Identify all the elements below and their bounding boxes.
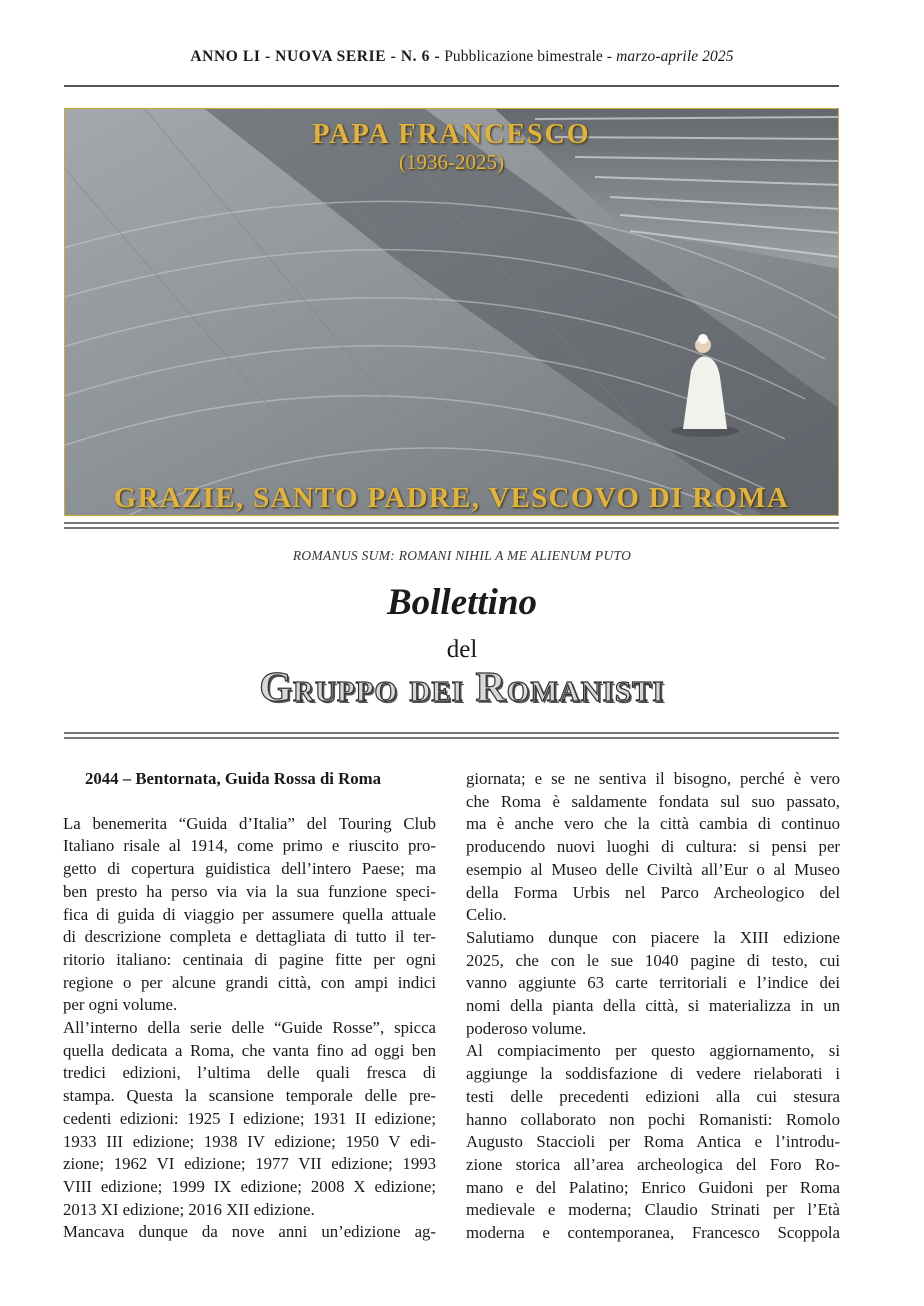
text-line: VIII edizione; 1999 IX edizione; 2008 X edizione;	[63, 1176, 436, 1196]
masthead-rule-top	[64, 522, 839, 532]
text-line: tredici edizioni, l’ultima delle quali fresca di	[63, 1063, 436, 1083]
article-body-left	[63, 813, 436, 1244]
masthead-del: del	[446, 636, 478, 663]
article-column-right	[466, 768, 840, 1245]
motto: ROMANUS SUM: ROMANI NIHIL A ME ALIENUM PUTO	[292, 548, 632, 563]
text-line: hanno collaborato non pochi Romanisti: Romolo	[466, 1109, 840, 1129]
text-line: testi delle precedenti edizioni alla cui stesura	[466, 1086, 840, 1106]
text-line: La benemerita “Guida d’Italia” del Touring Club	[63, 813, 436, 833]
text-line: nomi della pianta della città, si materializza in un	[466, 996, 840, 1016]
masthead-rule-bottom	[64, 732, 839, 742]
cover-photo	[64, 108, 839, 516]
text-line: 2013 XI edizione; 2016 XII edizione.	[63, 1199, 315, 1219]
text-line: esempio al Museo delle Civiltà all’Eur o al Museo	[466, 859, 840, 879]
text-line: moderna e contemporanea, Francesco Scoppola	[466, 1223, 840, 1243]
article-column-left	[63, 768, 436, 1244]
text-line: Celio.	[466, 905, 507, 925]
header-rule	[64, 85, 839, 87]
hero-dates: (1936-2025)	[399, 150, 504, 174]
masthead-title: Gruppo dei Romanisti	[259, 665, 665, 711]
text-line: vanno aggiunte 63 carte territoriali e l’indice dei	[466, 973, 840, 993]
article-body-right	[466, 768, 840, 1245]
text-line: aggiunge la soddisfazione di vedere rielaborati i	[466, 1064, 840, 1084]
text-line: getto di copertura guidistica dell’intero Paese; ma	[63, 859, 436, 879]
text-line: regione o per alcune grandi città, con ampi indici	[63, 972, 436, 992]
article-title: 2044 – Bentornata, Guida Rossa di Roma	[85, 769, 382, 788]
text-line: della Forma Urbis nel Parco Archeologico del	[466, 882, 840, 902]
text-line: producendo nuovi luoghi di cultura: si pensi per	[466, 837, 840, 857]
text-line: Italiano risale al 1914, come primo e riuscito pro-	[63, 836, 436, 856]
issue-series: ANNO LI - NUOVA SERIE - N. 6 -	[190, 48, 441, 65]
text-line: fica di guida di viaggio per assumere quella attuale	[63, 904, 436, 924]
text-line: poderoso volume.	[466, 1018, 587, 1038]
text-line: che Roma è saldamente fondata sul suo passato,	[466, 791, 840, 811]
text-line: 1933 III edizione; 1938 IV edizione; 1950 V edi-	[63, 1131, 436, 1151]
text-line: stampa. Questa la scansione temporale delle pre-	[63, 1086, 436, 1106]
text-line: Augusto Staccioli per Roma Antica e l’introdu-	[466, 1132, 840, 1152]
text-line: Salutiamo dunque con piacere la XIII edizione	[466, 927, 840, 947]
issue-period: marzo-aprile 2025	[616, 48, 734, 65]
text-line: Al compiacimento per questo aggiornamento, si	[466, 1041, 840, 1061]
hero-title: PAPA FRANCESCO	[312, 119, 591, 150]
text-line: giornata; e se ne sentiva il bisogno, perché è vero	[466, 769, 840, 788]
text-line: cedenti edizioni: 1925 I edizione; 1931 II edizione;	[63, 1108, 436, 1128]
text-line: di descrizione completa e dettagliata di tutto il ter-	[63, 927, 436, 947]
text-line: mano e del Palatino; Enrico Guidoni per Roma	[466, 1177, 840, 1197]
issue-header	[0, 48, 924, 66]
text-line: ben presto ha perso via via la sua funzione speci-	[63, 881, 436, 901]
text-line: zione; 1962 VI edizione; 1977 VII edizione; 1993	[63, 1154, 436, 1174]
text-line: medievale e moderna; Claudio Strinati per l’Età	[466, 1200, 840, 1220]
text-line: 2025, che con le sue 1040 pagine di testo, cui	[466, 950, 840, 970]
text-line: zione storica all’area archeologica del Foro Ro-	[466, 1154, 840, 1174]
hero-caption: GRAZIE, SANTO PADRE, VESCOVO DI ROMA	[113, 482, 790, 514]
masthead-bollettino: Bollettino	[386, 582, 538, 623]
text-line: per ogni volume.	[63, 995, 178, 1015]
text-line: All’interno della serie delle “Guide Rosse”, spicca	[63, 1018, 436, 1038]
text-line: Mancava dunque da nove anni un’edizione ag-	[63, 1222, 436, 1242]
issue-frequency: Pubblicazione bimestrale -	[444, 48, 613, 65]
text-line: ma è anche vero che la città cambia di continuo	[466, 814, 840, 834]
text-line: ritorio italiano: centinaia di pagine fitte per ogni	[63, 949, 436, 969]
text-line: quella dedicata a Roma, che vanta fino ad oggi ben	[63, 1040, 436, 1060]
